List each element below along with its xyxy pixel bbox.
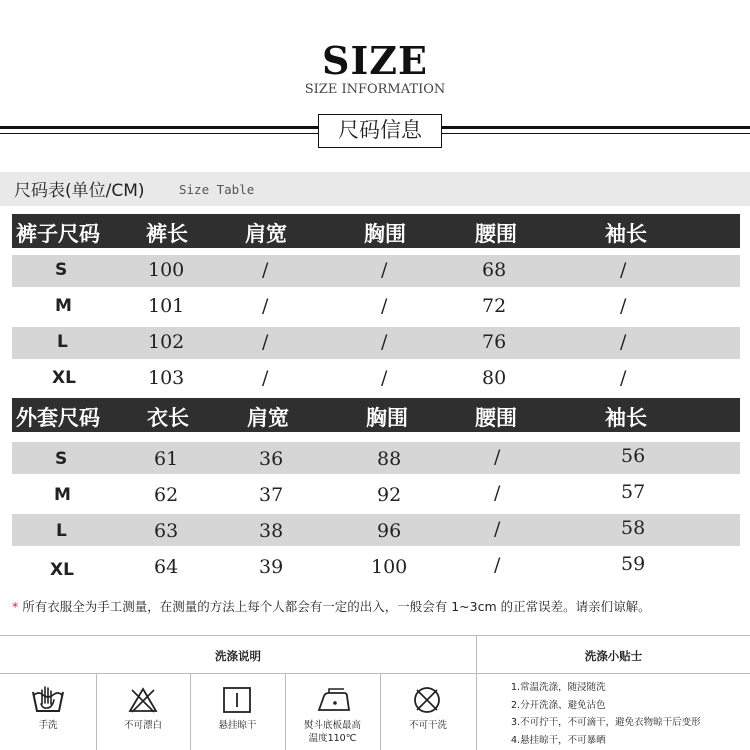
iron-icon [316,686,352,714]
section-title: 尺码信息 [318,114,442,148]
care-tip-3: 3.不可拧干，不可滴干，避免衣物晾干后变形 [511,717,701,728]
jacket-waist-s: / [494,446,501,468]
care-instructions-title: 洗涤说明 [215,649,261,663]
pants-row-bg-s [12,255,740,287]
pants-sleeve-s: / [620,259,627,281]
measurement-note [12,597,651,615]
hang-dry-icon [222,686,252,714]
header-rule-right-thin [442,133,750,134]
pants-waist-xl: 80 [482,367,507,389]
hand-wash-icon [30,684,66,714]
pants-chest-xl: / [381,367,388,389]
care-header-border [0,673,750,674]
hang-dry-label: 悬挂晾干 [218,720,257,731]
jacket-col-length: 衣长 [147,406,189,430]
no-dry-clean-icon [412,685,442,715]
pants-sleeve-xl: / [620,367,627,389]
no-dry-clean-label: 不可干洗 [408,720,447,731]
iron-label [285,719,380,745]
jacket-length-m: 62 [154,484,179,506]
pants-size-xl: XL [52,368,76,388]
jacket-waist-m: / [494,482,501,504]
jacket-shoulder-xl: 39 [259,556,284,578]
jacket-sleeve-l: 58 [621,517,646,539]
jacket-waist-xl: / [494,554,501,576]
no-bleach-icon [128,686,158,714]
jacket-length-l: 63 [154,520,179,542]
pants-sleeve-l: / [620,331,627,353]
jacket-sleeve-s: 56 [621,445,646,467]
note-text: 所有衣服全为手工测量，在测量的方法上每个人都会有一定的出入，一般会有 1~3cm 的正常误差。请亲们谅解。 [22,599,651,614]
pants-waist-s: 68 [482,259,507,281]
care-col-line-4 [380,673,381,750]
jacket-size-l: L [56,521,67,541]
pants-col-size: 裤子尺码 [16,222,100,246]
pants-shoulder-xl: / [262,367,269,389]
care-tip-2: 2.分开洗涤、避免沾色 [511,700,606,711]
pants-col-length: 裤长 [146,222,188,246]
jacket-chest-m: 92 [377,484,402,506]
pants-waist-m: 72 [482,295,507,317]
header-rule-left-thin [0,133,318,134]
size-table-heading: 尺码表(单位/CM) [14,181,145,201]
pants-shoulder-m: / [262,295,269,317]
pants-length-s: 100 [148,259,185,281]
jacket-col-sleeve: 袖长 [605,406,647,430]
pants-length-m: 101 [148,295,185,317]
pants-size-s: S [55,260,68,280]
jacket-length-s: 61 [154,448,179,470]
care-col-line-2 [190,673,191,750]
jacket-col-chest: 胸围 [366,406,408,430]
pants-col-waist: 腰围 [475,222,517,246]
care-tip-1: 1.常温洗涤，随浸随洗 [511,682,606,693]
pants-col-shoulder: 肩宽 [245,222,287,246]
pants-length-xl: 103 [148,367,185,389]
jacket-chest-l: 96 [377,520,402,542]
header-rule-right [442,126,750,129]
iron-label-line1: 熨斗底板最高 [303,720,361,731]
iron-label-line2: 温度110℃ [308,733,357,744]
no-bleach-label: 不可漂白 [123,720,162,731]
jacket-col-waist: 腰围 [475,406,517,430]
jacket-size-xl: XL [50,560,74,580]
pants-chest-m: / [381,295,388,317]
page-subtitle: SIZE INFORMATION [304,82,446,97]
page-title: SIZE [322,38,428,83]
header-rule-left [0,126,318,129]
jacket-length-xl: 64 [154,556,179,578]
jacket-shoulder-s: 36 [259,448,284,470]
jacket-waist-l: / [494,518,501,540]
jacket-chest-xl: 100 [371,556,408,578]
jacket-size-s: S [55,449,68,469]
care-top-border [0,635,750,636]
jacket-chest-s: 88 [377,448,402,470]
jacket-size-m: M [54,485,71,505]
jacket-col-shoulder: 肩宽 [247,406,289,430]
care-tips-title: 洗涤小贴士 [584,649,643,663]
jacket-shoulder-m: 37 [259,484,284,506]
pants-shoulder-s: / [262,259,269,281]
jacket-sleeve-m: 57 [621,481,646,503]
pants-chest-s: / [381,259,388,281]
pants-col-sleeve: 袖长 [605,222,647,246]
pants-row-bg-l [12,327,740,359]
care-col-line-1 [96,673,97,750]
jacket-sleeve-xl: 59 [621,553,646,575]
size-table-heading-en: Size Table [179,182,255,197]
care-tip-4: 4.悬挂晾干，不可暴晒 [511,735,606,746]
jacket-shoulder-l: 38 [259,520,284,542]
note-star: * [12,599,19,614]
pants-shoulder-l: / [262,331,269,353]
pants-size-m: M [55,296,72,316]
pants-sleeve-m: / [620,295,627,317]
pants-chest-l: / [381,331,388,353]
hand-wash-label: 手洗 [38,720,58,731]
pants-length-l: 102 [148,331,185,353]
pants-waist-l: 76 [482,331,507,353]
jacket-col-size: 外套尺码 [16,406,100,430]
pants-col-chest: 胸围 [364,222,406,246]
pants-size-l: L [57,332,68,352]
